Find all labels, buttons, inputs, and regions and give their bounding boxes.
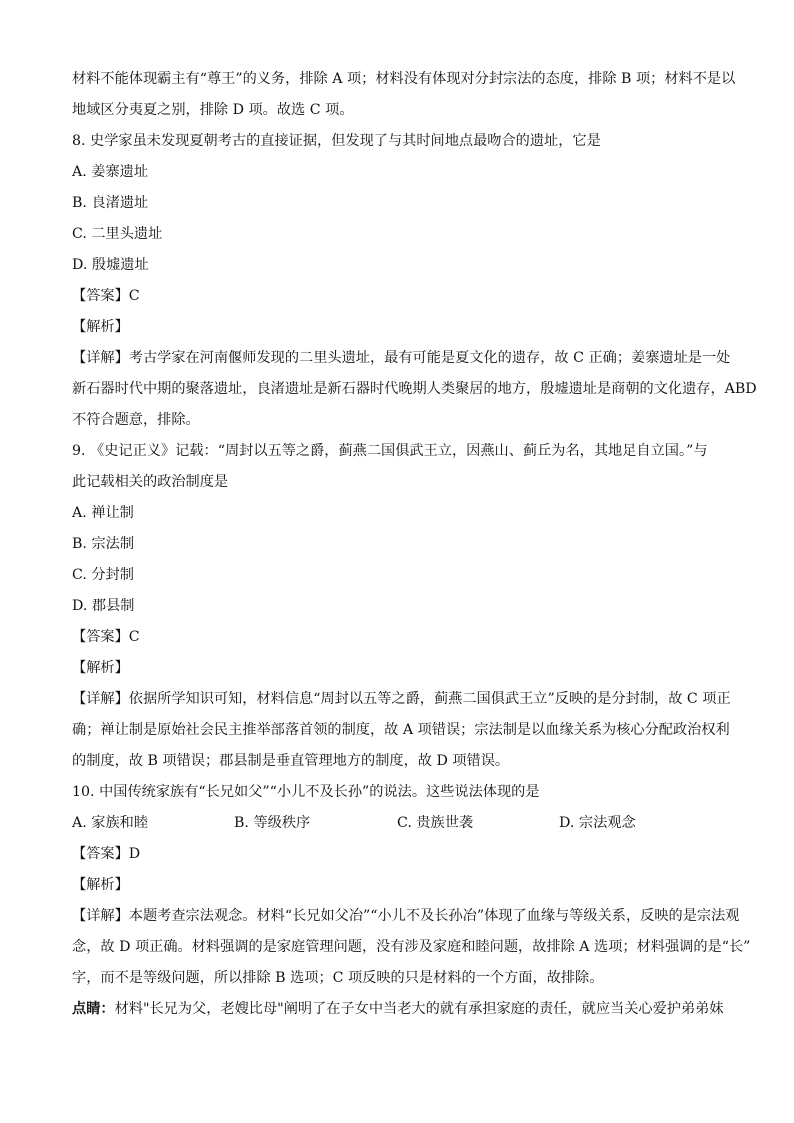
document-content xyxy=(72,64,757,1025)
analysis-label: 【解析】 xyxy=(72,660,129,676)
detail-line-1: 【详解】考古学家在河南偃师发现的二里头遗址，最有可能是夏文化的遗存，故 C 正确；姜寨遗址是一处 xyxy=(72,350,731,366)
detail-line-2: 念，故 D 项正确。材料强调的是家庭管理问题，没有涉及家庭和睦问题，故排除 A 选项；材料强调的是“长” xyxy=(72,939,751,955)
question-stem: 10. 中国传统家族有“长兄如父”“小儿不及长孙”的说法。这些说法体现的是 xyxy=(72,784,540,800)
option-d: D. 郡县制 xyxy=(72,598,135,614)
option-c: C. 二里头遗址 xyxy=(72,226,163,242)
options-row xyxy=(72,808,732,839)
question-8 xyxy=(72,126,757,436)
option-a: A. 禅让制 xyxy=(72,505,134,521)
analysis-label: 【解析】 xyxy=(72,319,129,335)
option-d: D. 殷墟遗址 xyxy=(72,257,149,273)
answer-label: 【答案】C xyxy=(72,629,140,645)
tip-line xyxy=(72,994,732,1025)
option-d: D. 宗法观念 xyxy=(559,815,636,831)
detail-line-2: 确；禅让制是原始社会民主推举部落首领的制度，故 A 项错误；宗法制是以血缘关系为核心分配政治权利 xyxy=(72,722,730,738)
detail-line-1: 【详解】本题考查宗法观念。材料“长兄如父冶”“小儿不及长孙冶”体现了血缘与等级关系，反映的是宗法观 xyxy=(72,908,740,924)
option-a: A. 姜寨遗址 xyxy=(72,164,149,180)
answer-label: 【答案】C xyxy=(72,288,140,304)
question-stem-line-2: 此记载相关的政治制度是 xyxy=(72,474,229,490)
answer-label: 【答案】D xyxy=(72,846,141,862)
option-b: B. 宗法制 xyxy=(72,536,135,552)
tip-text: 材料"长兄为父，老嫂比母"阐明了在子女中当老大的就有承担家庭的责任，就应当关心爱护弟弟妹 xyxy=(114,1001,724,1017)
detail-line-1: 【详解】依据所学知识可知，材料信息“周封以五等之爵，蓟燕二国俱武王立”反映的是分封制，故 C 项正 xyxy=(72,691,731,707)
question-10 xyxy=(72,777,751,1025)
detail-line-3: 字，而不是等级问题，所以排除 B 选项；C 项反映的只是材料的一个方面，故排除。 xyxy=(72,970,604,986)
tip-label: 点睛： xyxy=(72,1001,115,1017)
option-c: C. 贵族世袭 xyxy=(397,815,474,831)
intro-line-1: 材料不能体现霸主有“尊王”的义务，排除 A 项；材料没有体现对分封宗法的态度，排除 B 项；材料不是以 xyxy=(72,71,736,87)
option-b: B. 等级秩序 xyxy=(234,815,311,831)
detail-line-3: 不符合题意，排除。 xyxy=(72,412,200,428)
option-c: C. 分封制 xyxy=(72,567,134,583)
intro-line-2: 地域区分夷夏之别，排除 D 项。故选 C 项。 xyxy=(72,102,354,118)
option-b: B. 良渚遗址 xyxy=(72,195,149,211)
option-a: A. 家族和睦 xyxy=(72,815,149,831)
question-stem-line-1: 9. 《史记正义》记载：“周封以五等之爵，蓟燕二国俱武王立，因燕山、蓟丘为名，其地足自立国。”与 xyxy=(72,443,708,459)
detail-line-2: 新石器时代中期的聚落遗址，良渚遗址是新石器时代晚期人类聚居的地方，殷墟遗址是商朝的文化遗存，ABD xyxy=(72,381,757,397)
analysis-label: 【解析】 xyxy=(72,877,129,893)
detail-line-3: 的制度，故 B 项错误；郡县制是垂直管理地方的制度，故 D 项错误。 xyxy=(72,753,510,769)
question-9 xyxy=(72,436,732,777)
question-stem: 8. 史学家虽未发现夏朝考古的直接证据，但发现了与其时间地点最吻合的遗址，它是 xyxy=(72,133,601,149)
